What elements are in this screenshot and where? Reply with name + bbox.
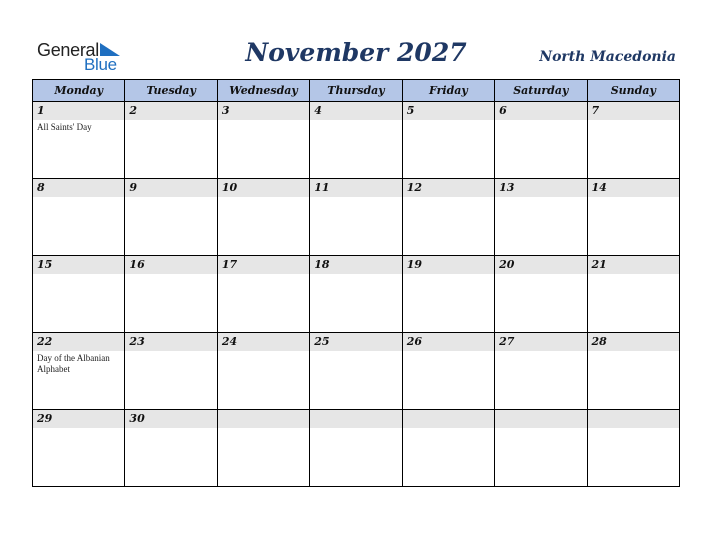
day-number: 6	[495, 102, 586, 120]
weekday-header: Saturday	[495, 80, 587, 102]
day-number: 2	[125, 102, 216, 120]
day-cell	[33, 410, 125, 487]
day-cell	[33, 333, 125, 410]
weekday-header: Thursday	[310, 80, 402, 102]
day-cell	[495, 256, 587, 333]
day-cell	[125, 410, 217, 487]
week-row	[33, 179, 680, 256]
logo-general-text: General	[37, 40, 99, 60]
day-cell	[587, 410, 679, 487]
day-cell	[310, 410, 402, 487]
weekday-header: Sunday	[587, 80, 679, 102]
day-number: 3	[218, 102, 309, 120]
day-cell	[402, 256, 494, 333]
day-number: 16	[125, 256, 216, 274]
day-cell	[495, 333, 587, 410]
day-cell	[125, 102, 217, 179]
day-number: 8	[33, 179, 124, 197]
day-number	[588, 410, 679, 428]
day-number: 24	[218, 333, 309, 351]
day-cell	[587, 256, 679, 333]
country-name: North Macedonia	[539, 49, 676, 65]
day-cell	[495, 102, 587, 179]
day-cell	[495, 179, 587, 256]
day-cell	[125, 333, 217, 410]
holiday-label: Day of the Albanian Alphabet	[37, 353, 110, 374]
week-row	[33, 102, 680, 179]
day-number: 28	[588, 333, 679, 351]
day-number: 19	[403, 256, 494, 274]
day-cell	[587, 179, 679, 256]
day-number: 13	[495, 179, 586, 197]
day-number: 9	[125, 179, 216, 197]
day-cell	[587, 333, 679, 410]
day-cell	[125, 179, 217, 256]
day-number: 1	[33, 102, 124, 120]
day-number: 4	[310, 102, 401, 120]
day-cell	[33, 179, 125, 256]
weekday-header: Monday	[33, 80, 125, 102]
day-number: 12	[403, 179, 494, 197]
day-cell	[402, 410, 494, 487]
weekday-header: Wednesday	[217, 80, 309, 102]
generalblue-logo	[37, 40, 127, 74]
weekday-header: Friday	[402, 80, 494, 102]
day-number	[310, 410, 401, 428]
day-cell	[217, 410, 309, 487]
logo-blue-text: Blue	[84, 55, 117, 74]
day-cell	[217, 333, 309, 410]
day-cell	[217, 179, 309, 256]
day-cell	[402, 333, 494, 410]
day-number: 18	[310, 256, 401, 274]
day-number: 11	[310, 179, 401, 197]
day-number: 22	[33, 333, 124, 351]
day-number	[495, 410, 586, 428]
day-number: 20	[495, 256, 586, 274]
day-cell	[402, 102, 494, 179]
day-cell	[217, 102, 309, 179]
weekday-header-row	[33, 80, 680, 102]
weekday-header: Tuesday	[125, 80, 217, 102]
day-number	[403, 410, 494, 428]
holiday-label: All Saints' Day	[37, 122, 92, 132]
day-number: 15	[33, 256, 124, 274]
day-cell	[310, 333, 402, 410]
day-number: 14	[588, 179, 679, 197]
day-number: 7	[588, 102, 679, 120]
day-cell	[33, 102, 125, 179]
day-number: 29	[33, 410, 124, 428]
day-cell	[125, 256, 217, 333]
day-number: 26	[403, 333, 494, 351]
day-cell	[495, 410, 587, 487]
day-cell	[310, 179, 402, 256]
day-number: 17	[218, 256, 309, 274]
day-cell	[310, 102, 402, 179]
day-cell	[587, 102, 679, 179]
day-cell	[402, 179, 494, 256]
week-row	[33, 410, 680, 487]
day-cell	[310, 256, 402, 333]
week-row	[33, 333, 680, 410]
day-number: 27	[495, 333, 586, 351]
calendar-title: November 2027	[245, 38, 467, 67]
day-cell	[217, 256, 309, 333]
day-number: 21	[588, 256, 679, 274]
day-number	[218, 410, 309, 428]
day-number: 30	[125, 410, 216, 428]
week-row	[33, 256, 680, 333]
day-number: 10	[218, 179, 309, 197]
day-number: 23	[125, 333, 216, 351]
calendar-grid	[32, 79, 680, 487]
day-number: 25	[310, 333, 401, 351]
day-cell	[33, 256, 125, 333]
day-number: 5	[403, 102, 494, 120]
